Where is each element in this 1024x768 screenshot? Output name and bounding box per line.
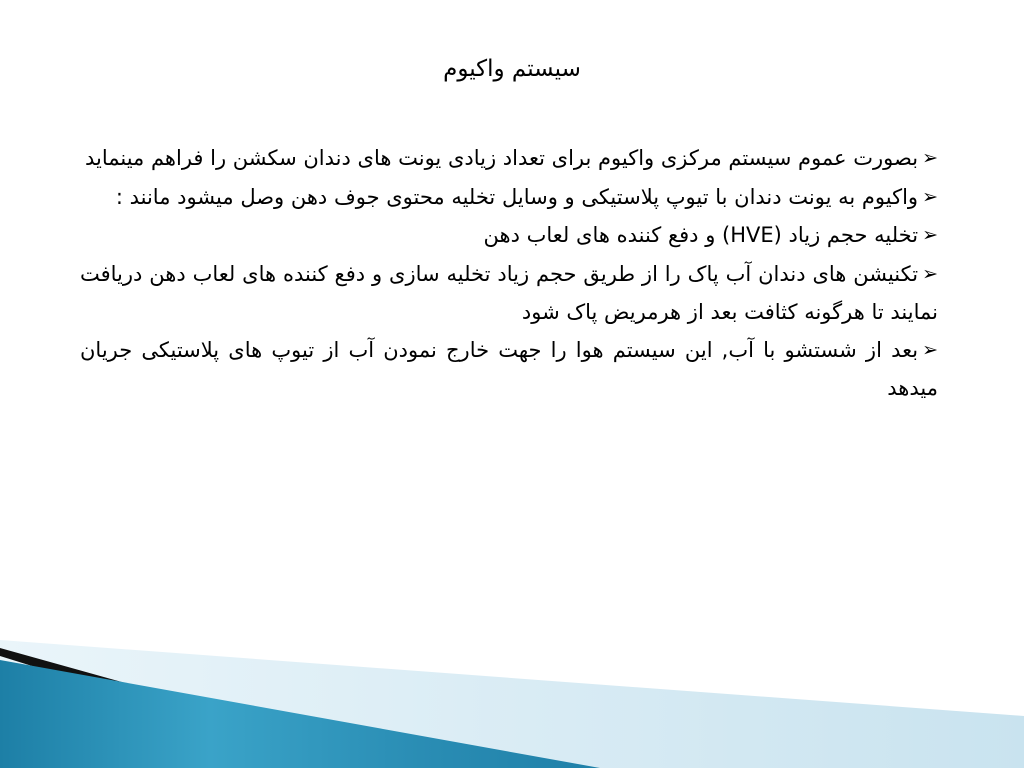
- bullet-item: [80, 256, 938, 332]
- arrow-bullet-icon: ➢: [922, 147, 938, 169]
- slide-title: سیستم واکیوم: [443, 56, 581, 82]
- bullet-text: بعد از شستشو با آب, این سیستم هوا را جهت خارج نمودن آب از تیوپ های پلاستیکی جریان میدهد: [80, 337, 938, 400]
- bullet-text: بصورت عموم سیستم مرکزی واکیوم برای تعداد زیادی یونت های دندان سکشن را فراهم مینماید: [84, 146, 919, 170]
- arrow-bullet-icon: ➢: [922, 185, 938, 208]
- arrow-bullet-icon: ➢: [922, 262, 938, 285]
- decorative-wave-banner: [0, 638, 1024, 768]
- arrow-bullet-icon: ➢: [922, 224, 938, 246]
- bullet-text: تخلیه حجم زیاد (HVE) و دفع کننده های لعاب دهن: [483, 223, 919, 247]
- bullet-item: [80, 332, 938, 408]
- bullet-text: تکنیشن های دندان آب پاک را از طریق حجم زیاد تخلیه سازی و دفع کننده های لعاب دهن دریافت نمایند تا هرگونه کثافت بعد از هرمریض پاک شود: [80, 261, 938, 324]
- bullet-text: واکیوم به یونت دندان با تیوپ پلاستیکی و وسایل تخلیه محتوی جوف دهن وصل میشود مانند :: [115, 184, 919, 209]
- bullet-item: [80, 140, 938, 179]
- bullet-list: [80, 140, 938, 408]
- arrow-bullet-icon: ➢: [922, 338, 938, 361]
- bullet-item: [80, 217, 938, 256]
- bullet-item: [80, 179, 938, 218]
